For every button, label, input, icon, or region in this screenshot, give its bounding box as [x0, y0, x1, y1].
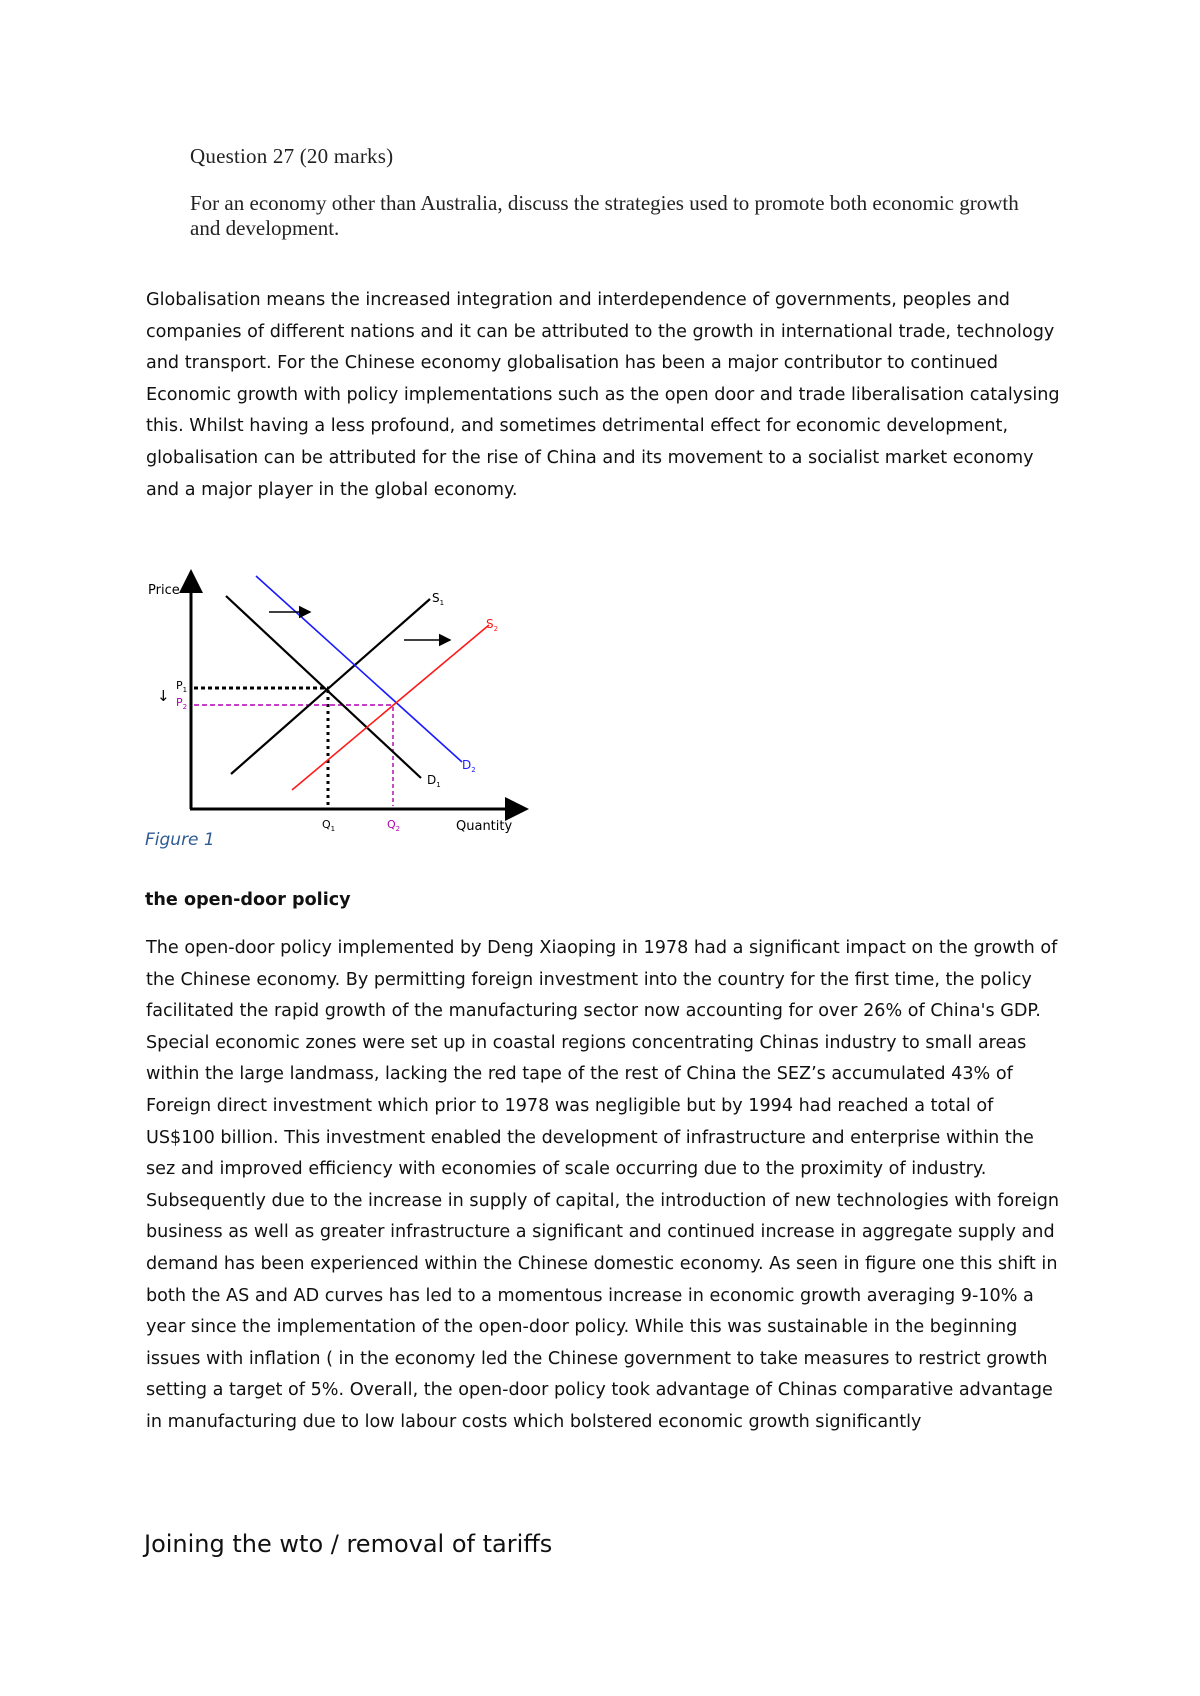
question-prompt: For an economy other than Australia, discuss the strategies used to promote both economic growth and development.: [190, 191, 1019, 240]
s1-label: $S_1$: [432, 591, 445, 607]
open-door-heading: the open-door policy: [145, 890, 351, 910]
p1-label: $P_1$: [176, 679, 188, 694]
wto-heading: Joining the wto / removal of tariffs: [144, 1530, 553, 1558]
supply-demand-figure: [144, 566, 544, 836]
p2-label: $P_2$: [176, 696, 188, 711]
d1-label: $D_1$: [427, 773, 441, 789]
demand-curve-d1: [226, 596, 421, 778]
question-title: Question 27 (20 marks): [190, 144, 394, 168]
y-axis-label: Price: [148, 583, 180, 598]
supply-curve-s2: [292, 625, 489, 790]
d2-label: $D_2$: [462, 758, 476, 774]
price-down-arrow: ↓: [157, 687, 170, 705]
intro-paragraph: Globalisation means the increased integration and interdependence of governments, peoples and companies of different nations and it can be attributed to the growth in international trade, technology and transport. For the Chinese economy globalisation has been a major contributor to continued Economic growth with policy implementations such as the open door and trade liberalisation catalysing this. Whilst having a less profound, and sometimes detrimental effect for economic development, globalisation can be attributed for the rise of China and its movement to a socialist market economy and a major player in the global economy.: [146, 290, 1060, 500]
question-block: [190, 144, 1050, 241]
q2-label: $Q_2$: [387, 818, 401, 833]
open-door-paragraph: The open-door policy implemented by Deng Xiaoping in 1978 had a significant impact on the growth of the Chinese economy. By permitting foreign investment into the country for the first time, the policy facilitated the rapid growth of the manufacturing sector now accounting for over 26% of China's GDP. Special economic zones were set up in coastal regions concentrating Chinas industry to small areas within the large landmass, lacking the red tape of the rest of China the SEZ’s accumulated 43% of Foreign direct investment which prior to 1978 was negligible but by 1994 had reached a total of US$100 billion. This investment enabled the development of infrastructure and enterprise within the sez and improved efficiency with economies of scale occurring due to the proximity of industry. Subsequently due to the increase in supply of capital, the introduction of new technologies with foreign business as well as greater infrastructure a significant and continued increase in aggregate supply and demand has been experienced within the Chinese domestic economy. As seen in figure one this shift in both the AS and AD curves has led to a momentous increase in economic growth averaging 9-10% a year since the implementation of the open-door policy. While this was sustainable in the beginning issues with inflation ( in the economy led the Chinese government to take measures to restrict growth setting a target of 5%. Overall, the open-door policy took advantage of Chinas comparative advantage in manufacturing due to low labour costs which bolstered economic growth significantly: [146, 938, 1060, 1432]
q1-label: $Q_1$: [322, 818, 336, 833]
x-axis-label: Quantity: [456, 819, 513, 834]
figure-caption: Figure 1: [145, 830, 215, 850]
s2-label: $S_2$: [486, 617, 499, 633]
supply-demand-diagram: [144, 566, 544, 836]
